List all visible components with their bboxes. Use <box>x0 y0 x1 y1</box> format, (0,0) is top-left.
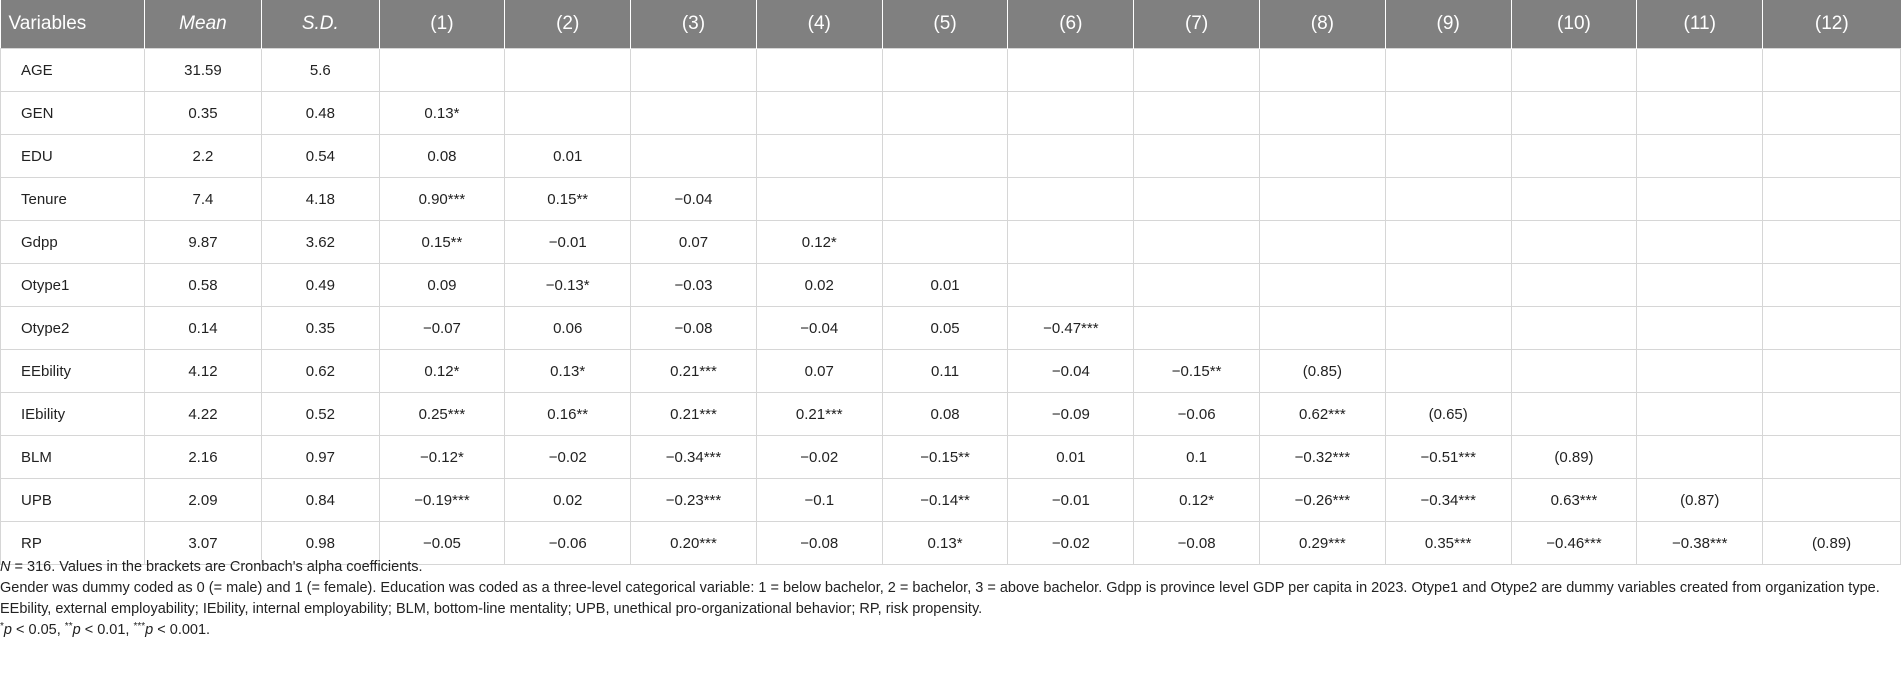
sig-threshold-3: < 0.001. <box>153 622 211 638</box>
sig-threshold-2: < 0.01, <box>80 622 134 638</box>
table-cell: 0.35 <box>144 92 261 135</box>
column-header: S.D. <box>262 0 379 49</box>
table-cell: 0.35 <box>262 307 379 350</box>
table-cell <box>1008 264 1134 307</box>
table-cell <box>882 135 1008 178</box>
table-cell: 0.08 <box>379 135 505 178</box>
table-row <box>1 393 1901 436</box>
table-cell: −0.1 <box>756 479 882 522</box>
column-header: (2) <box>505 0 631 49</box>
table-cell <box>1260 178 1386 221</box>
row-label: Tenure <box>1 178 145 221</box>
table-cell: 0.49 <box>262 264 379 307</box>
table-cell: 9.87 <box>144 221 261 264</box>
table-cell: 3.62 <box>262 221 379 264</box>
table-cell: 4.22 <box>144 393 261 436</box>
table-cell <box>1511 264 1637 307</box>
table-cell: 0.58 <box>144 264 261 307</box>
column-header: (7) <box>1134 0 1260 49</box>
table-cell <box>1260 221 1386 264</box>
table-body <box>1 49 1901 565</box>
table-cell <box>1134 92 1260 135</box>
table-cell: 0.08 <box>882 393 1008 436</box>
table-cell: 0.12* <box>756 221 882 264</box>
table-cell: 3.07 <box>144 522 261 565</box>
table-cell: −0.13* <box>505 264 631 307</box>
definitions-note: Gender was dummy coded as 0 (= male) and 1 (= female). Education was coded as a three-level categorical variable: 1 = below bachelor, 2 = bachelor, 3 = above bachelor. Gdpp is province level GDP per capita in 2023. Otype1 and Otype2 are dummy variables created from organization type. EEbility, external employability; IEbility, internal employability; BLM, bottom-line mentality; UPB, unethical pro-organizational behavior; RP, risk propensity. <box>0 580 1880 617</box>
table-cell: −0.14** <box>882 479 1008 522</box>
table-cell: 5.6 <box>262 49 379 92</box>
table-cell: (0.87) <box>1637 479 1763 522</box>
table-cell: 0.01 <box>1008 436 1134 479</box>
row-label: EEbility <box>1 350 145 393</box>
significance-note <box>0 620 1890 641</box>
table-cell: 0.05 <box>882 307 1008 350</box>
table-cell <box>1385 264 1511 307</box>
table-cell: 0.90*** <box>379 178 505 221</box>
table-row <box>1 479 1901 522</box>
table-cell <box>1637 307 1763 350</box>
table-cell: 0.11 <box>882 350 1008 393</box>
row-label: RP <box>1 522 145 565</box>
table-cell <box>1260 307 1386 350</box>
table-cell <box>1637 49 1763 92</box>
table-row <box>1 178 1901 221</box>
table-cell <box>1260 135 1386 178</box>
table-row <box>1 92 1901 135</box>
table-cell <box>1763 135 1901 178</box>
column-header: (8) <box>1260 0 1386 49</box>
table-cell: 0.12* <box>1134 479 1260 522</box>
table-cell: −0.08 <box>756 522 882 565</box>
table-cell: 0.63*** <box>1511 479 1637 522</box>
table-cell: −0.05 <box>379 522 505 565</box>
table-cell: 2.16 <box>144 436 261 479</box>
table-cell <box>505 49 631 92</box>
table-cell: 4.18 <box>262 178 379 221</box>
table-cell: 2.09 <box>144 479 261 522</box>
table-cell <box>1763 393 1901 436</box>
table-cell <box>756 178 882 221</box>
table-cell: 0.09 <box>379 264 505 307</box>
table-cell <box>756 135 882 178</box>
table-cell <box>1763 307 1901 350</box>
sig-threshold-1: < 0.05, <box>11 622 65 638</box>
table-cell <box>882 92 1008 135</box>
table-cell: 0.13* <box>505 350 631 393</box>
table-cell <box>1260 49 1386 92</box>
table-cell: 0.84 <box>262 479 379 522</box>
table-cell: −0.32*** <box>1260 436 1386 479</box>
table-cell: (0.89) <box>1511 436 1637 479</box>
table-row <box>1 264 1901 307</box>
table-cell <box>1008 221 1134 264</box>
table-cell: 4.12 <box>144 350 261 393</box>
table-cell: −0.06 <box>505 522 631 565</box>
table-cell <box>1385 307 1511 350</box>
column-header: (5) <box>882 0 1008 49</box>
table-cell <box>1134 135 1260 178</box>
table-cell <box>631 135 757 178</box>
table-cell: −0.34*** <box>631 436 757 479</box>
table-cell <box>1385 135 1511 178</box>
table-cell <box>1637 350 1763 393</box>
table-cell <box>882 178 1008 221</box>
table-cell <box>1763 350 1901 393</box>
table-cell: −0.09 <box>1008 393 1134 436</box>
table-cell <box>631 49 757 92</box>
table-notes <box>0 557 1890 641</box>
table-cell <box>1637 135 1763 178</box>
table-cell: −0.06 <box>1134 393 1260 436</box>
table-cell: −0.46*** <box>1511 522 1637 565</box>
table-cell <box>1511 92 1637 135</box>
table-cell: 0.15** <box>379 221 505 264</box>
p-label-2: p <box>72 622 81 638</box>
table-cell: −0.01 <box>505 221 631 264</box>
table-cell: −0.15** <box>882 436 1008 479</box>
p-label-3: p <box>145 622 154 638</box>
table-cell <box>1637 221 1763 264</box>
table-cell: 0.97 <box>262 436 379 479</box>
table-cell: 0.16** <box>505 393 631 436</box>
table-cell: (0.65) <box>1385 393 1511 436</box>
table-cell: 0.14 <box>144 307 261 350</box>
table-cell <box>1008 92 1134 135</box>
table-cell <box>1260 264 1386 307</box>
table-cell: 2.2 <box>144 135 261 178</box>
table-cell: −0.51*** <box>1385 436 1511 479</box>
table-cell: 0.02 <box>505 479 631 522</box>
sig-star-3: *** <box>133 621 146 632</box>
table-cell <box>756 49 882 92</box>
table-cell: −0.19*** <box>379 479 505 522</box>
table-cell <box>1385 49 1511 92</box>
table-cell <box>1511 178 1637 221</box>
table-cell <box>1763 436 1901 479</box>
table-cell: 31.59 <box>144 49 261 92</box>
table-cell <box>882 49 1008 92</box>
table-cell <box>1385 350 1511 393</box>
table-cell <box>1763 264 1901 307</box>
table-cell: 0.01 <box>505 135 631 178</box>
table-row <box>1 307 1901 350</box>
table-cell <box>1385 221 1511 264</box>
table-cell: 0.54 <box>262 135 379 178</box>
column-header: (12) <box>1763 0 1901 49</box>
table-cell: 0.13* <box>379 92 505 135</box>
table-cell: (0.89) <box>1763 522 1901 565</box>
table-cell: (0.85) <box>1260 350 1386 393</box>
table-cell <box>1511 350 1637 393</box>
table-cell: −0.04 <box>631 178 757 221</box>
table-cell: 0.98 <box>262 522 379 565</box>
table-cell <box>1637 92 1763 135</box>
sample-size-note <box>0 557 1890 578</box>
table-header-row <box>1 0 1901 49</box>
table-cell <box>1763 49 1901 92</box>
table-cell <box>1763 479 1901 522</box>
table-cell: 0.02 <box>756 264 882 307</box>
table-cell: 0.06 <box>505 307 631 350</box>
table-cell: 0.21*** <box>756 393 882 436</box>
table-cell: 0.62*** <box>1260 393 1386 436</box>
table-cell <box>1008 49 1134 92</box>
table-cell: −0.03 <box>631 264 757 307</box>
table-cell <box>1008 178 1134 221</box>
table-cell: −0.04 <box>1008 350 1134 393</box>
table-cell <box>1134 49 1260 92</box>
table-cell: −0.34*** <box>1385 479 1511 522</box>
table-cell <box>1763 178 1901 221</box>
row-label: GEN <box>1 92 145 135</box>
table-cell: 7.4 <box>144 178 261 221</box>
row-label: AGE <box>1 49 145 92</box>
table-cell: 0.12* <box>379 350 505 393</box>
table-cell <box>1511 393 1637 436</box>
column-header: (10) <box>1511 0 1637 49</box>
n-text: = 316. Values in the brackets are Cronbach's alpha coefficients. <box>10 559 423 575</box>
table-cell: 0.01 <box>882 264 1008 307</box>
sig-star-2: ** <box>64 621 73 632</box>
table-cell: 0.48 <box>262 92 379 135</box>
table-cell: −0.47*** <box>1008 307 1134 350</box>
column-header: Mean <box>144 0 261 49</box>
table-cell: 0.13* <box>882 522 1008 565</box>
table-cell: −0.04 <box>756 307 882 350</box>
table-cell: −0.38*** <box>1637 522 1763 565</box>
row-label: Gdpp <box>1 221 145 264</box>
n-label: N <box>0 559 11 575</box>
table-cell: −0.07 <box>379 307 505 350</box>
table-cell <box>1511 221 1637 264</box>
table-cell <box>1134 307 1260 350</box>
table-row <box>1 436 1901 479</box>
row-label: Otype2 <box>1 307 145 350</box>
table-cell <box>505 92 631 135</box>
table-cell <box>1134 264 1260 307</box>
table-cell: 0.62 <box>262 350 379 393</box>
table-cell: −0.08 <box>631 307 757 350</box>
table-cell: −0.15** <box>1134 350 1260 393</box>
table-cell <box>1637 178 1763 221</box>
table-cell <box>1637 436 1763 479</box>
row-label: Otype1 <box>1 264 145 307</box>
table-row <box>1 350 1901 393</box>
column-header: (4) <box>756 0 882 49</box>
table-cell: −0.26*** <box>1260 479 1386 522</box>
table-cell <box>1385 92 1511 135</box>
table-cell: 0.07 <box>631 221 757 264</box>
table-cell: 0.35*** <box>1385 522 1511 565</box>
row-label: EDU <box>1 135 145 178</box>
column-header: (1) <box>379 0 505 49</box>
table-cell: −0.02 <box>756 436 882 479</box>
column-header: (3) <box>631 0 757 49</box>
table-cell: 0.21*** <box>631 393 757 436</box>
table-cell: 0.52 <box>262 393 379 436</box>
table-cell <box>1385 178 1511 221</box>
table-cell <box>1637 264 1763 307</box>
table-cell: −0.02 <box>505 436 631 479</box>
p-label-1: p <box>3 622 12 638</box>
table-row <box>1 49 1901 92</box>
table-row <box>1 221 1901 264</box>
row-label: IEbility <box>1 393 145 436</box>
table-cell <box>1260 92 1386 135</box>
table-cell: 0.25*** <box>379 393 505 436</box>
table-cell <box>1511 135 1637 178</box>
table-cell: −0.23*** <box>631 479 757 522</box>
table-cell: 0.29*** <box>1260 522 1386 565</box>
table-cell <box>756 92 882 135</box>
column-header: Variables <box>1 0 145 49</box>
table-cell: −0.08 <box>1134 522 1260 565</box>
table-cell <box>631 92 757 135</box>
table-cell <box>379 49 505 92</box>
table-cell: −0.12* <box>379 436 505 479</box>
table-row <box>1 135 1901 178</box>
table-cell: 0.20*** <box>631 522 757 565</box>
table-cell <box>1763 92 1901 135</box>
table-cell: −0.02 <box>1008 522 1134 565</box>
table-cell: −0.01 <box>1008 479 1134 522</box>
sig-star-1: * <box>0 621 4 632</box>
table-cell <box>1511 307 1637 350</box>
row-label: UPB <box>1 479 145 522</box>
table-cell <box>1134 221 1260 264</box>
table-cell: 0.15** <box>505 178 631 221</box>
table-cell: 0.21*** <box>631 350 757 393</box>
column-header: (6) <box>1008 0 1134 49</box>
table-cell <box>1008 135 1134 178</box>
table-cell <box>1134 178 1260 221</box>
table-cell <box>1763 221 1901 264</box>
table-cell: 0.07 <box>756 350 882 393</box>
row-label: BLM <box>1 436 145 479</box>
table-cell <box>1637 393 1763 436</box>
column-header: (9) <box>1385 0 1511 49</box>
table-cell: 0.1 <box>1134 436 1260 479</box>
table-cell <box>1511 49 1637 92</box>
column-header: (11) <box>1637 0 1763 49</box>
table-cell <box>882 221 1008 264</box>
